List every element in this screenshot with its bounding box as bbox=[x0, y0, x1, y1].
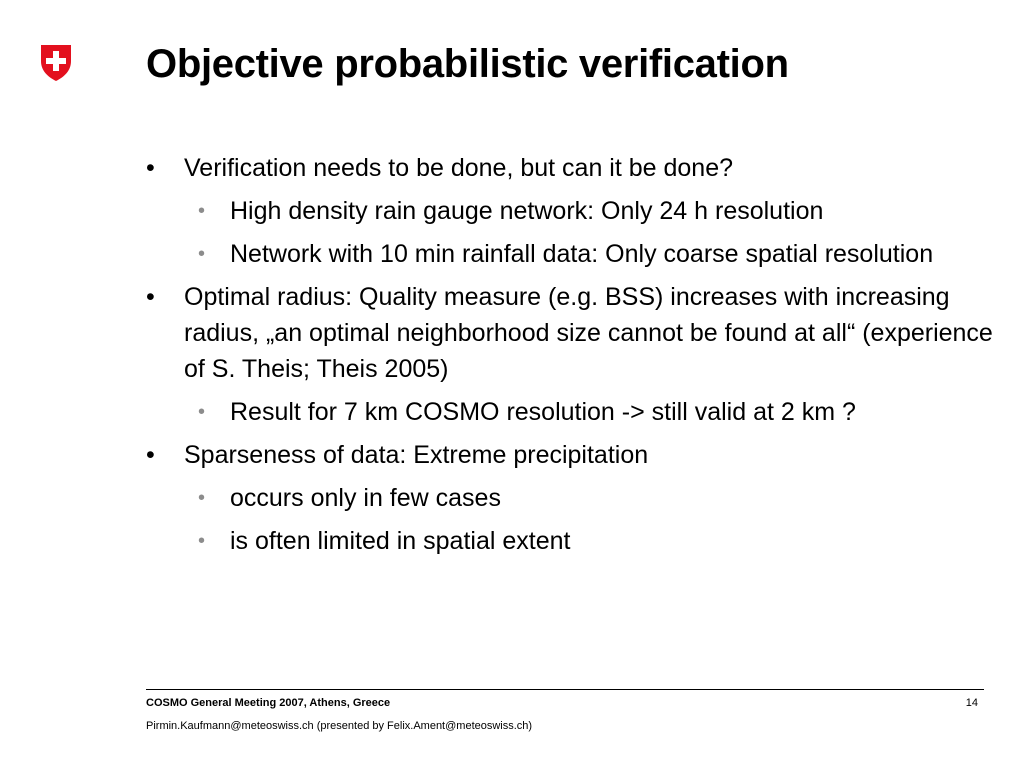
sub-bullet-text: is often limited in spatial extent bbox=[230, 527, 571, 555]
sub-bullet-item bbox=[146, 236, 996, 272]
sub-bullet-item bbox=[146, 523, 996, 559]
sub-bullet-text: Result for 7 km COSMO resolution -> still valid at 2 km ? bbox=[230, 398, 856, 426]
sub-bullet-marker: • bbox=[198, 200, 206, 222]
sub-bullet-marker: • bbox=[198, 530, 206, 552]
bullet-item bbox=[146, 150, 996, 186]
sub-bullet-marker: • bbox=[198, 401, 206, 423]
bullet-text: Sparseness of data: Extreme precipitation bbox=[184, 441, 649, 469]
slide-body bbox=[146, 150, 996, 559]
sub-bullet-item bbox=[146, 394, 996, 430]
sub-bullet-item bbox=[146, 480, 996, 516]
bullet-text: Optimal radius: Quality measure (e.g. BSS) increases with increasing radius, „an optimal neighborhood size cannot be found at all“ (experience of S. Theis; Theis 2005) bbox=[184, 283, 993, 383]
bullet-marker: • bbox=[146, 441, 155, 469]
sub-bullet-marker: • bbox=[198, 487, 206, 509]
bullet-text: Verification needs to be done, but can it be done? bbox=[184, 154, 734, 182]
bullet-item bbox=[146, 279, 996, 387]
bullet-marker: • bbox=[146, 154, 155, 182]
slide-title: Objective probabilistic verification bbox=[146, 42, 789, 86]
sub-bullet-text: Network with 10 min rainfall data: Only coarse spatial resolution bbox=[230, 240, 934, 268]
sub-bullet-text: occurs only in few cases bbox=[230, 484, 501, 512]
sub-bullet-marker: • bbox=[198, 243, 206, 265]
footer-event: COSMO General Meeting 2007, Athens, Greece bbox=[146, 697, 391, 709]
sub-bullet-item bbox=[146, 193, 996, 229]
bullet-marker: • bbox=[146, 283, 155, 311]
footer-divider bbox=[146, 689, 984, 690]
swiss-cross-shield-icon bbox=[40, 44, 72, 82]
page-number: 14 bbox=[965, 697, 978, 709]
sub-bullet-text: High density rain gauge network: Only 24 h resolution bbox=[230, 197, 824, 225]
footer-authors: Pirmin.Kaufmann@meteoswiss.ch (presented by Felix.Ament@meteoswiss.ch) bbox=[146, 720, 533, 732]
bullet-item bbox=[146, 437, 996, 473]
